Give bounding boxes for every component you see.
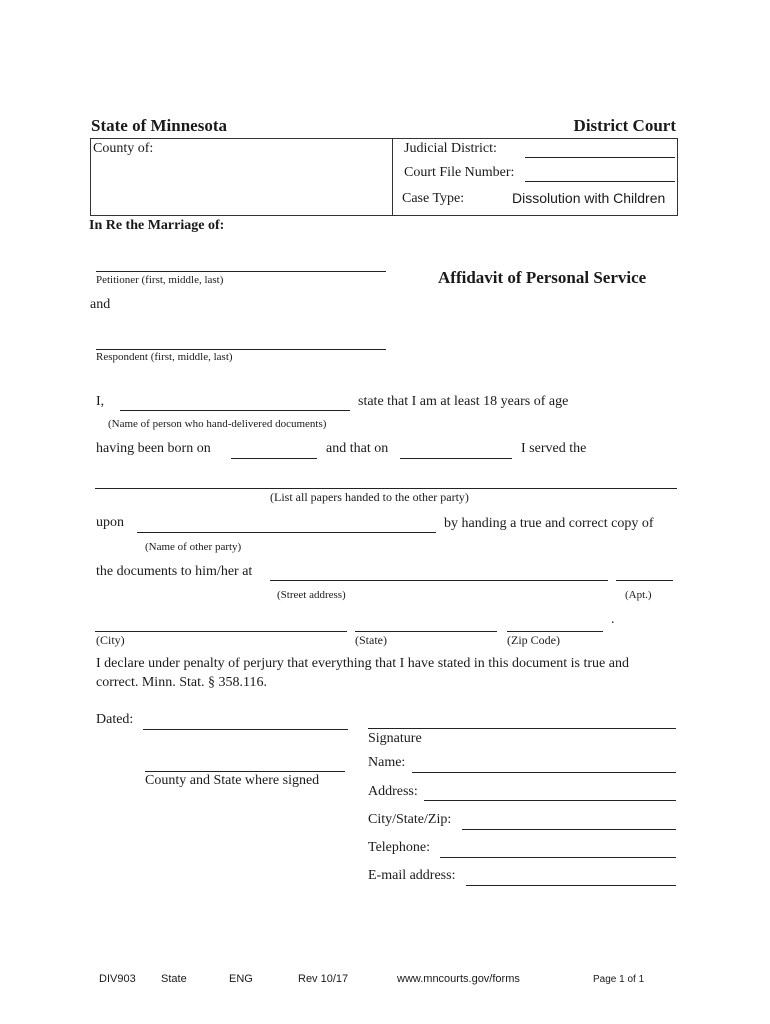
caption-divider xyxy=(392,138,393,216)
petitioner-label: Petitioner (first, middle, last) xyxy=(96,274,224,286)
respondent-label: Respondent (first, middle, last) xyxy=(96,351,233,363)
footer-state: State xyxy=(161,973,187,985)
declaration-line-2: correct. Minn. Stat. § 358.116. xyxy=(96,675,267,690)
period-text: . xyxy=(611,612,615,627)
address-label: Address: xyxy=(368,784,418,799)
papers-label: (List all papers handed to the other party) xyxy=(270,490,469,504)
in-re-heading: In Re the Marriage of: xyxy=(89,218,225,233)
court-heading: District Court xyxy=(573,116,676,135)
footer-language: ENG xyxy=(229,973,253,985)
county-state-signed-field[interactable] xyxy=(145,771,345,772)
telephone-label: Telephone: xyxy=(368,840,430,855)
zip-label: (Zip Code) xyxy=(507,633,560,647)
zip-field[interactable] xyxy=(507,631,603,632)
name-field[interactable] xyxy=(412,772,676,773)
form-title: Affidavit of Personal Service xyxy=(438,268,647,287)
true-copy-text: by handing a true and correct copy of xyxy=(444,516,654,531)
dated-field[interactable] xyxy=(143,729,348,730)
and-text: and xyxy=(90,297,111,312)
telephone-field[interactable] xyxy=(440,857,676,858)
city-field[interactable] xyxy=(95,631,347,632)
county-state-signed-label: County and State where signed xyxy=(145,773,320,788)
email-field[interactable] xyxy=(466,885,676,886)
email-label: E-mail address: xyxy=(368,868,456,883)
born-on-text: having been born on xyxy=(96,441,211,456)
name-label: Name: xyxy=(368,755,406,770)
documents-at-text: the documents to him/her at xyxy=(96,564,253,579)
footer-page-number: Page 1 of 1 xyxy=(593,974,645,985)
respondent-field[interactable] xyxy=(96,349,386,350)
case-type-label: Case Type: xyxy=(402,191,465,206)
court-file-number-field[interactable] xyxy=(525,181,675,182)
signature-label: Signature xyxy=(368,731,422,746)
state-field[interactable] xyxy=(355,631,497,632)
dated-label: Dated: xyxy=(96,712,134,727)
city-label: (City) xyxy=(96,633,125,647)
state-label: (State) xyxy=(355,633,387,647)
i-text: I, xyxy=(96,394,105,409)
city-state-zip-label: City/State/Zip: xyxy=(368,812,452,827)
case-type-value: Dissolution with Children xyxy=(512,190,666,206)
state-heading: State of Minnesota xyxy=(91,116,227,135)
address-field[interactable] xyxy=(424,800,676,801)
server-name-label: (Name of person who hand-delivered documents) xyxy=(108,418,327,430)
signature-field[interactable] xyxy=(368,728,676,729)
other-party-field[interactable] xyxy=(137,532,436,533)
apt-label: (Apt.) xyxy=(625,589,652,601)
petitioner-field[interactable] xyxy=(96,271,386,272)
footer-revision: Rev 10/17 xyxy=(298,973,349,985)
footer-url[interactable]: www.mncourts.gov/forms xyxy=(397,973,520,985)
street-address-field[interactable] xyxy=(270,580,608,581)
served-the-text: I served the xyxy=(521,441,587,456)
papers-field[interactable] xyxy=(95,488,677,489)
and-that-on-text: and that on xyxy=(326,441,389,456)
server-name-field[interactable] xyxy=(120,410,350,411)
birth-date-field[interactable] xyxy=(231,458,317,459)
upon-text: upon xyxy=(96,515,124,530)
court-file-number-label: Court File Number: xyxy=(404,165,515,180)
declaration-line-1: I declare under penalty of perjury that everything that I have stated in this document is true and xyxy=(96,656,629,671)
service-date-field[interactable] xyxy=(400,458,512,459)
apt-field[interactable] xyxy=(616,580,673,581)
judicial-district-label: Judicial District: xyxy=(404,141,497,156)
other-party-label: (Name of other party) xyxy=(145,541,242,553)
city-state-zip-field[interactable] xyxy=(462,829,676,830)
street-address-label: (Street address) xyxy=(277,589,346,601)
footer-form-number: DIV903 xyxy=(99,973,136,985)
state-age-text: state that I am at least 18 years of age xyxy=(358,394,569,409)
county-label: County of: xyxy=(93,141,154,156)
judicial-district-field[interactable] xyxy=(525,157,675,158)
